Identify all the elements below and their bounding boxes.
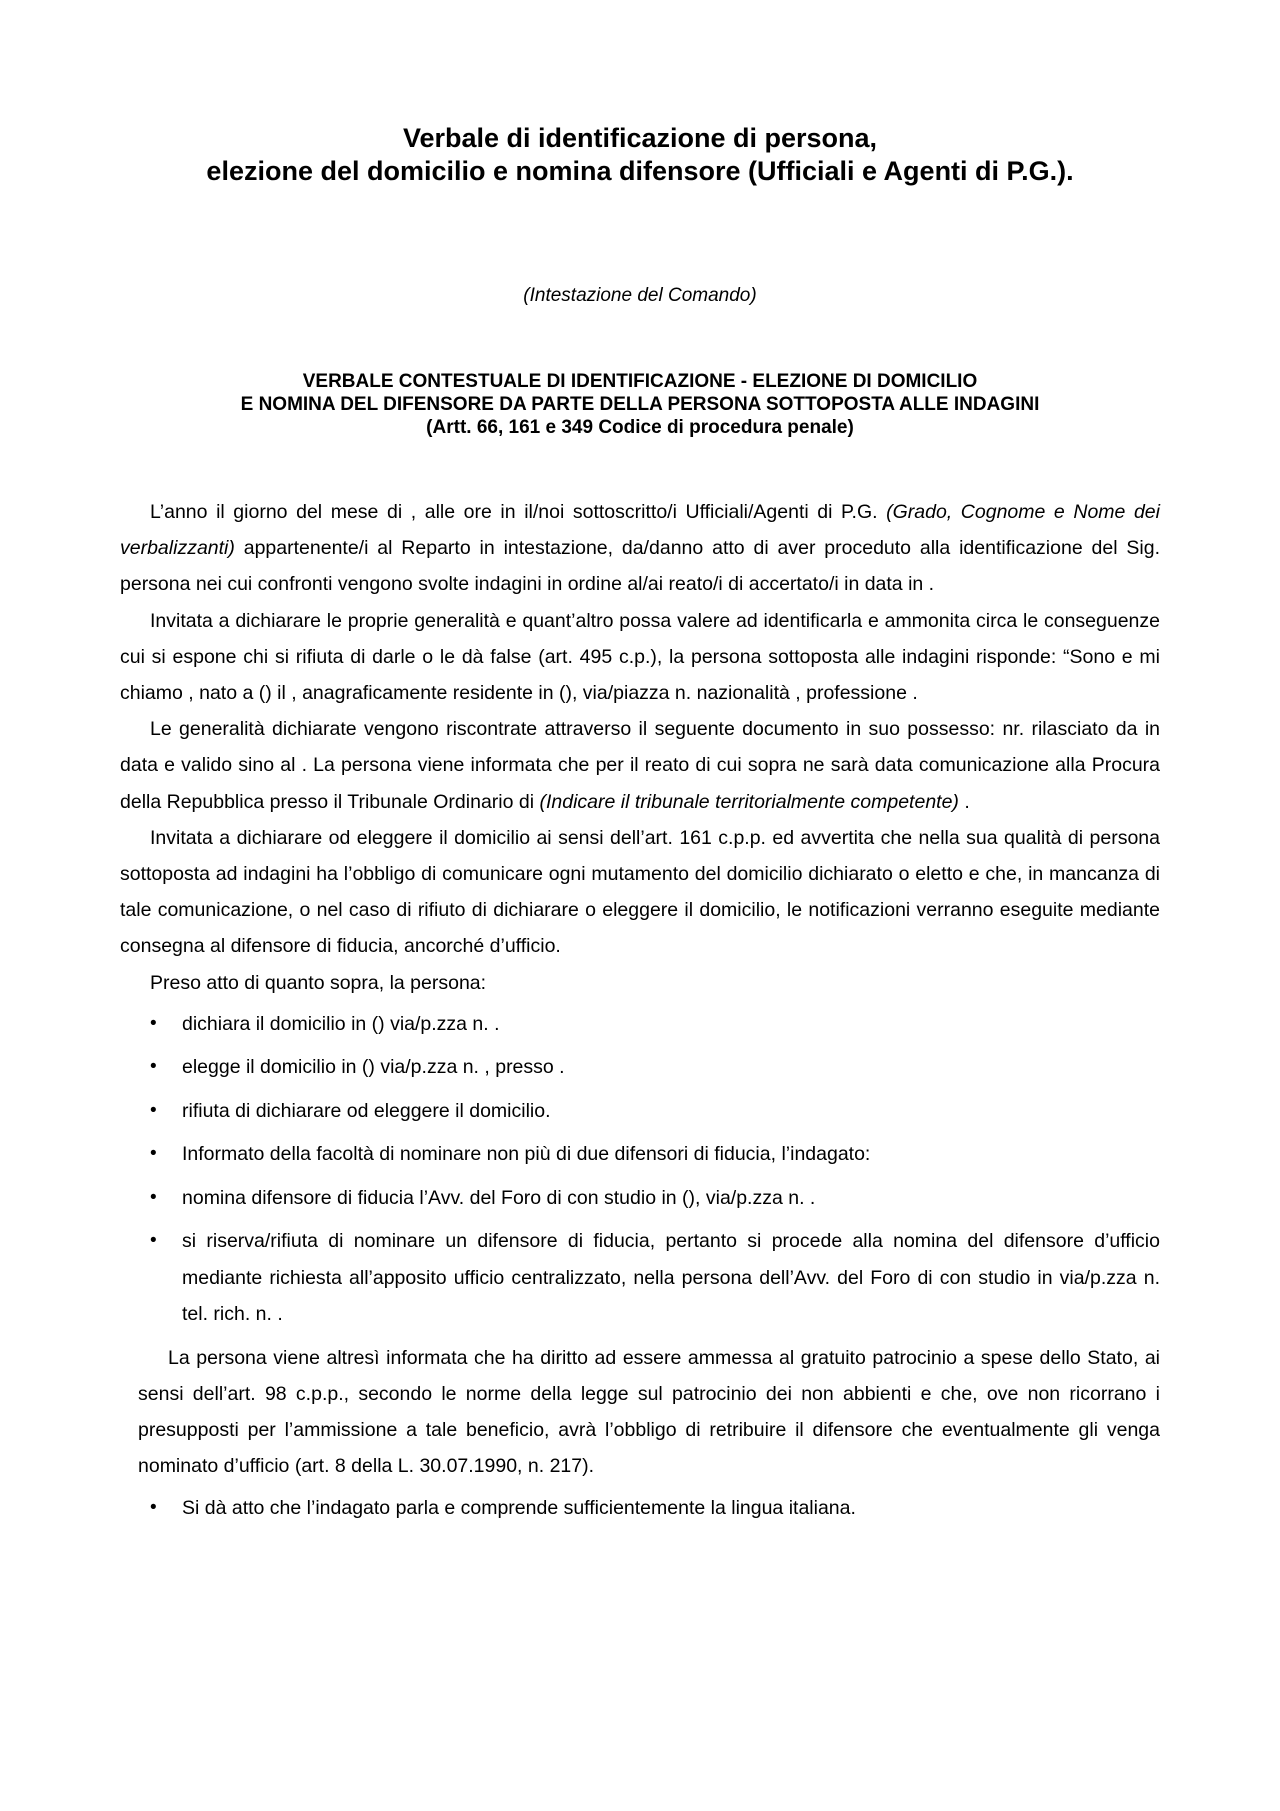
document-title bbox=[120, 0, 1160, 188]
heading-line-3: (Artt. 66, 161 e 349 Codice di procedura penale) bbox=[426, 417, 854, 438]
list-item bbox=[120, 1180, 1160, 1217]
list-item-text: elegge il domicilio in () via/p.zza n. , presso . bbox=[182, 1056, 565, 1079]
paragraph-text: Le generalità dichiarate vengono riscontrate attraverso il seguente documento in suo possesso: nr. rilasciato da in data e valido sino al . La persona viene informata che per il reato di cui sopra ne sarà data comunicazione alla Procura della Repubblica presso il Tribunale Ordinario di bbox=[120, 718, 1160, 813]
list-item bbox=[120, 1049, 1160, 1086]
command-header: (Intestazione del Comando) bbox=[523, 285, 757, 306]
title-line-1: Verbale di identificazione di persona, bbox=[402, 123, 878, 153]
heading-line-2: E NOMINA DEL DIFENSORE DA PARTE DELLA PERSONA SOTTOPOSTA ALLE INDAGINI bbox=[240, 394, 1040, 415]
paragraph-domicile: Invitata a dichiarare od eleggere il domicilio ai sensi dell’art. 161 c.p.p. ed avvertita che nella sua qualità di persona sottoposta ad indagini ha l’obbligo di comunicare ogni mutamento del domicilio dichiarato o eletto e che, in mancanza di tale comunicazione, o nel caso di rifiuto di dichiarare o eleggere il domicilio, le notificazioni verranno eseguite mediante consegna al difensore di fiducia, ancorché d’ufficio. bbox=[120, 826, 1160, 958]
bullet-icon: • bbox=[150, 1099, 157, 1121]
bullet-icon: • bbox=[150, 1230, 157, 1252]
italic-note: (Indicare il tribunale territorialmente competente) bbox=[539, 790, 959, 813]
title-line-2: elezione del domicilio e nomina difensore (Ufficiali e Agenti di P.G.). bbox=[206, 156, 1074, 186]
list-item-text: Informato della facoltà di nominare non più di due difensori di fiducia, l’indagato: bbox=[182, 1143, 871, 1166]
section-heading bbox=[120, 370, 1160, 439]
paragraph-generalities: Invitata a dichiarare le proprie generalità e quant’altro possa valere ad identificarla e ammonita circa le conseguenze cui si espone chi si rifiuta di darle o le dà false (art. 495 c.p.), la persona sottoposta alle indagini risponde: “Sono e mi chiamo , nato a () il , anagraficamente residente in (), via/piazza n. nazionalità , professione . bbox=[120, 609, 1160, 705]
list-item bbox=[120, 1223, 1160, 1333]
bullet-icon: • bbox=[150, 1056, 157, 1078]
list-item-text: Si dà atto che l’indagato parla e comprende sufficientemente la lingua italiana. bbox=[182, 1496, 856, 1519]
options-list bbox=[120, 1006, 1160, 1333]
bullet-icon: • bbox=[150, 1143, 157, 1165]
list-item bbox=[120, 1136, 1160, 1173]
paragraph-identification bbox=[120, 494, 1160, 603]
list-item-text: nomina difensore di fiducia l’Avv. del Foro di con studio in (), via/p.zza n. . bbox=[182, 1186, 816, 1209]
list-item bbox=[120, 1006, 1160, 1043]
list-item-text: si riserva/rifiuta di nominare un difensore di fiducia, pertanto si procede alla nomina del difensore d’ufficio mediante richiesta all’apposito ufficio centralizzato, nella persona dell’Avv. del Foro di con studio in via/p.zza n. tel. rich. n. . bbox=[182, 1230, 1160, 1326]
paragraph-text: . bbox=[958, 790, 970, 813]
bullet-icon: • bbox=[150, 1496, 157, 1518]
heading-line-1: VERBALE CONTESTUALE DI IDENTIFICAZIONE - ELEZIONE DI DOMICILIO bbox=[302, 371, 978, 392]
paragraph-text: L’anno il giorno del mese di , alle ore in il/noi sottoscritto/i Ufficiali/Agenti di P.G. bbox=[150, 501, 887, 523]
paragraph-text: appartenente/i al Reparto in intestazione, da/danno atto di aver proceduto alla identificazione del Sig. persona nei cui confronti vengono svolte indagini in ordine al/ai reato/i di accertato/i in data in . bbox=[120, 537, 1160, 596]
bullet-icon: • bbox=[150, 1186, 157, 1208]
list-item-text: rifiuta di dichiarare od eleggere il domicilio. bbox=[182, 1099, 551, 1122]
final-list bbox=[120, 1490, 1160, 1527]
italic-note: (Grado, Cognome e Nome dei verbalizzanti) bbox=[120, 501, 1160, 560]
list-item bbox=[120, 1490, 1160, 1527]
paragraph-document-check bbox=[120, 711, 1160, 820]
document-body bbox=[120, 494, 1160, 1526]
paragraph-acknowledgement: Preso atto di quanto sopra, la persona: bbox=[150, 971, 487, 994]
list-item bbox=[120, 1093, 1160, 1130]
paragraph-legal-aid: La persona viene altresì informata che ha diritto ad essere ammessa al gratuito patrocinio a spese dello Stato, ai sensi dell’art. 98 c.p.p., secondo le norme della legge sul patrocinio dei non abbienti e che, ove non ricorrano i presupposti per l’ammissione a tale beneficio, avrà l’obbligo di retribuire il difensore che eventualmente gli venga nominato d’ufficio (art. 8 della L. 30.07.1990, n. 217). bbox=[138, 1346, 1160, 1478]
bullet-icon: • bbox=[150, 1012, 157, 1034]
list-item-text: dichiara il domicilio in () via/p.zza n. . bbox=[182, 1012, 500, 1035]
